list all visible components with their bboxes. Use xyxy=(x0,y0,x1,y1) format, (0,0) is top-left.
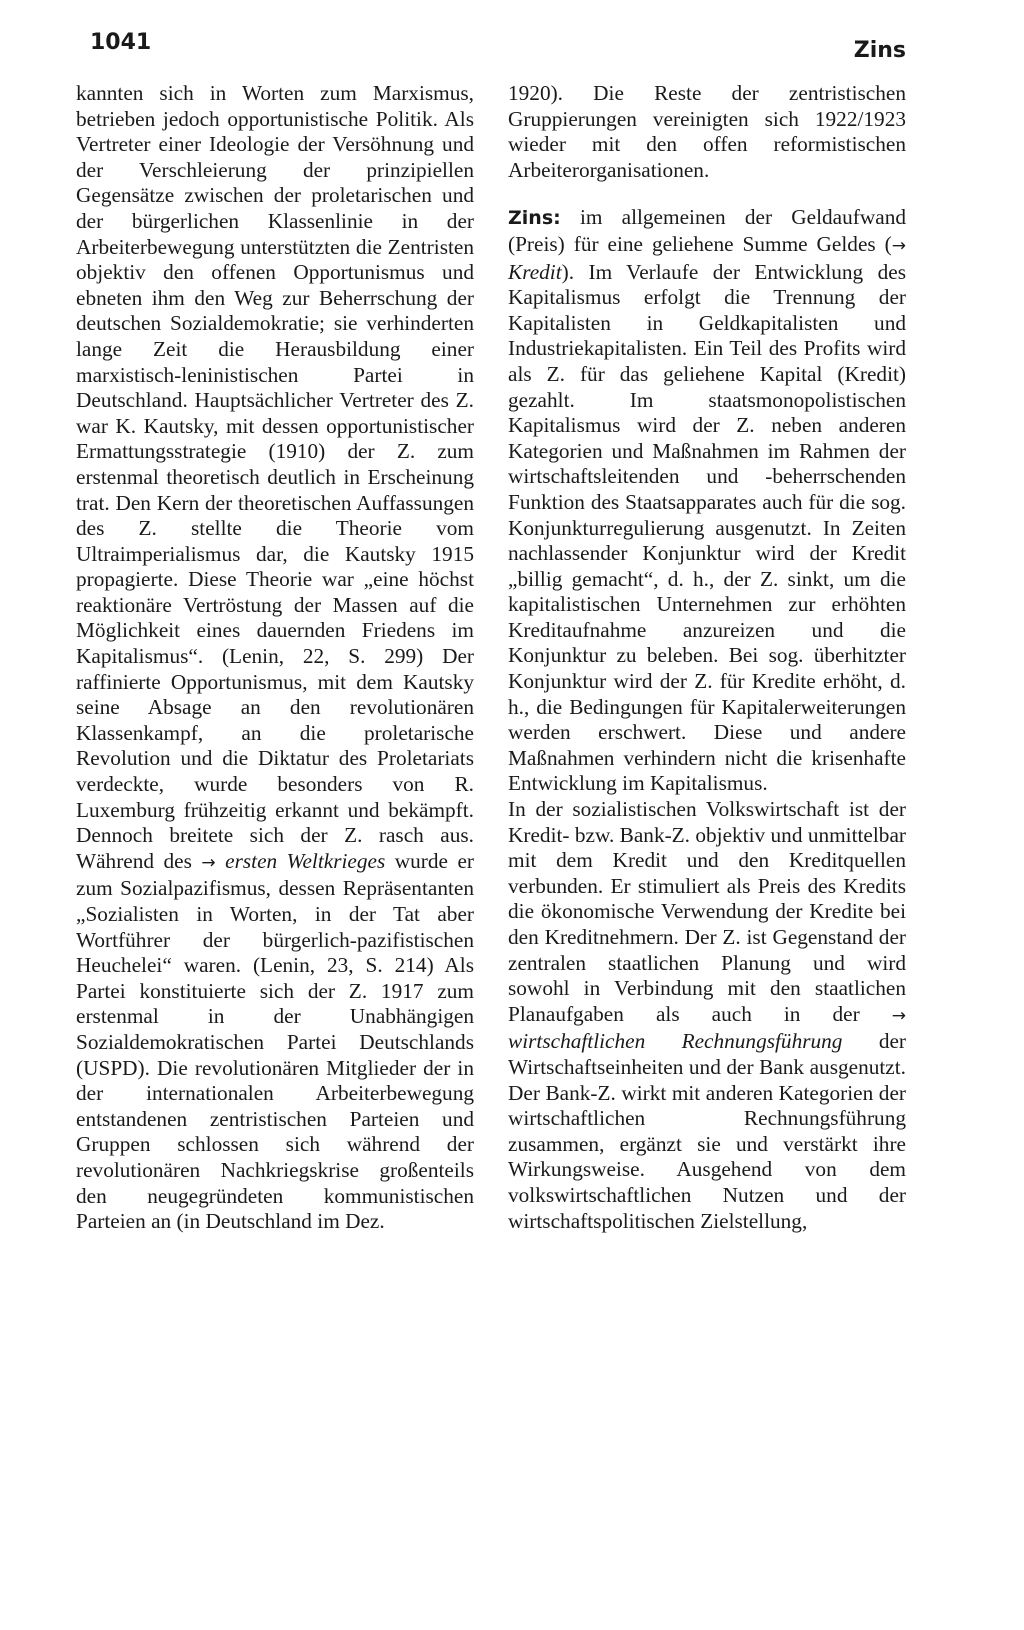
entry-zins xyxy=(508,205,906,797)
cross-reference-wirtschaftlichen-rechnungsfuehrung[interactable]: wirtschaftlichen Rechnungsführung xyxy=(508,1029,843,1054)
cross-reference-arrow-icon: → xyxy=(891,1005,906,1026)
cross-reference-kredit[interactable]: Kredit xyxy=(508,259,562,284)
cross-reference-arrow-icon: → xyxy=(891,235,906,256)
entry-zins-paragraph-2 xyxy=(508,797,906,1234)
page-number: 1041 xyxy=(90,30,152,55)
left-paragraph xyxy=(76,81,474,1235)
left-text-2: wurde er zum Sozialpazifismus, dessen Repräsentanten „Sozialisten in Worten, in der Tat aber Wortführer der bürgerlich-pazifistischen Heuchelei“ waren. (Lenin, 23, S. 214) Als Partei konstituierte sich der Z. 1917 zum erstenmal in der Unabhängigen Sozialdemokratischen Partei Deutschlands (USPD). Die revolutionären Mitglieder der in der internationalen Arbeiterbewegung entstandenen zentristischen Parteien und Gruppen schlossen sich während der revolutionären Nachkriegskrise großenteils den neugegründeten kommunistischen Parteien an (in Deutschland im Dez. xyxy=(76,848,474,1234)
cross-reference-arrow-icon: → xyxy=(201,852,216,873)
right-text-1: 1920). Die Reste der zentristischen Gruppierungen vereinigten sich 1922/1923 wieder mit den offen reformistischen Arbeiterorganisationen. xyxy=(508,81,906,182)
entry-text-2: ). Im Verlaufe der Entwicklung des Kapitalismus erfolgt die Trennung der Kapitalisten in Geldkapitalisten und Industriekapitalisten. Ein Teil des Profits wird als Z. für das geliehene Kapital (Kredit) gezahlt. Im staatsmonopolistischen Kapitalismus wird der Z. neben anderen Kategorien und Maßnahmen im Rahmen der wirtschaftsleitenden und -beherrschenden Funktion des Staatsapparates auch für die sog. Konjunkturregulierung ausgenutzt. In Zeiten nachlassender Konjunktur wird der Kredit „billig gemacht“, d. h., der Z. sinkt, um die kapitalistischen Unternehmen zur erhöhten Kreditaufnahme anzureizen und die Konjunktur zu beleben. Bei sog. überhitzter Konjunktur wird der Z. für Kredite erhöht, d. h., die Bedingungen für Kapitalerweiterungen werden erschwert. Diese und andere Maßnahmen verhindern nicht die krisenhafte Entwicklung im Kapitalismus. xyxy=(508,259,906,796)
headword-zins: Zins: xyxy=(508,207,561,230)
cross-reference-ersten-weltkrieges[interactable]: ersten Weltkrieges xyxy=(225,848,386,873)
right-continuation-paragraph xyxy=(508,81,906,183)
running-head: Zins xyxy=(853,38,906,63)
entry-text-1: im allgemeinen der Geldaufwand (Preis) für eine geliehene Summe Geldes ( xyxy=(508,205,906,256)
para-2-text-1: In der sozialistischen Volkswirtschaft ist der Kredit- bzw. Bank-Z. objektiv und unmittelbar mit dem Kredit und den Kreditquellen verbunden. Er stimuliert als Preis des Kredits die ökonomische Verwendung der Kredite bei den Kreditnehmern. Der Z. ist Gegenstand der zentralen staatlichen Planung und wird sowohl in Verbindung mit den staatlichen Planaufgaben als auch in der xyxy=(508,797,906,1026)
page-header xyxy=(90,30,906,70)
right-column xyxy=(508,81,906,1234)
left-text-1: kannten sich in Worten zum Marxismus, betrieben jedoch opportunistische Politik. Als Vertreter einer Ideologie der Versöhnung und der Verschleierung der prinzipiellen Gegensätze zwischen der proletarischen und der bürgerlichen Klassenlinie in der Arbeiterbewegung unterstützten die Zentristen objektiv den offenen Opportunismus und ebneten ihm den Weg zur Beherrschung der deutschen Sozialdemokratie; sie verhinderten lange Zeit die Herausbildung einer marxistisch-leninistischen Partei in Deutschland. Hauptsächlicher Vertreter des Z. war K. Kautsky, mit dessen opportunistischer Ermattungsstrategie (1910) der Z. zum erstenmal theoretisch deutlich in Erscheinung trat. Den Kern der theoretischen Auffassungen des Z. stellte die Theorie vom Ultraimperialismus dar, die Kautsky 1915 propagierte. Diese Theorie war „eine höchst reaktionäre Vertröstung der Massen auf die Möglichkeit eines dauernden Friedens im Kapitalismus“. (Lenin, 22, S. 299) Der raffinierte Opportunismus, mit dem Kautsky seine Absage an den revolutionären Klassenkampf, an die proletarische Revolution und die Diktatur des Proletariats verdeckte, wurde besonders von R. Luxemburg frühzeitig erkannt und bekämpft. Dennoch breitete sich der Z. rasch aus. Während des xyxy=(76,81,474,873)
left-column xyxy=(76,81,474,1235)
para-2-text-2: der Wirtschaftseinheiten und der Bank ausgenutzt. Der Bank-Z. wirkt mit anderen Kategorien der wirtschaftlichen Rechnungsführung zusammen, ergänzt sie und verstärkt ihre Wirkungsweise. Ausgehend von dem volkswirtschaftlichen Nutzen und der wirtschaftspolitischen Zielstellung, xyxy=(508,1029,907,1233)
